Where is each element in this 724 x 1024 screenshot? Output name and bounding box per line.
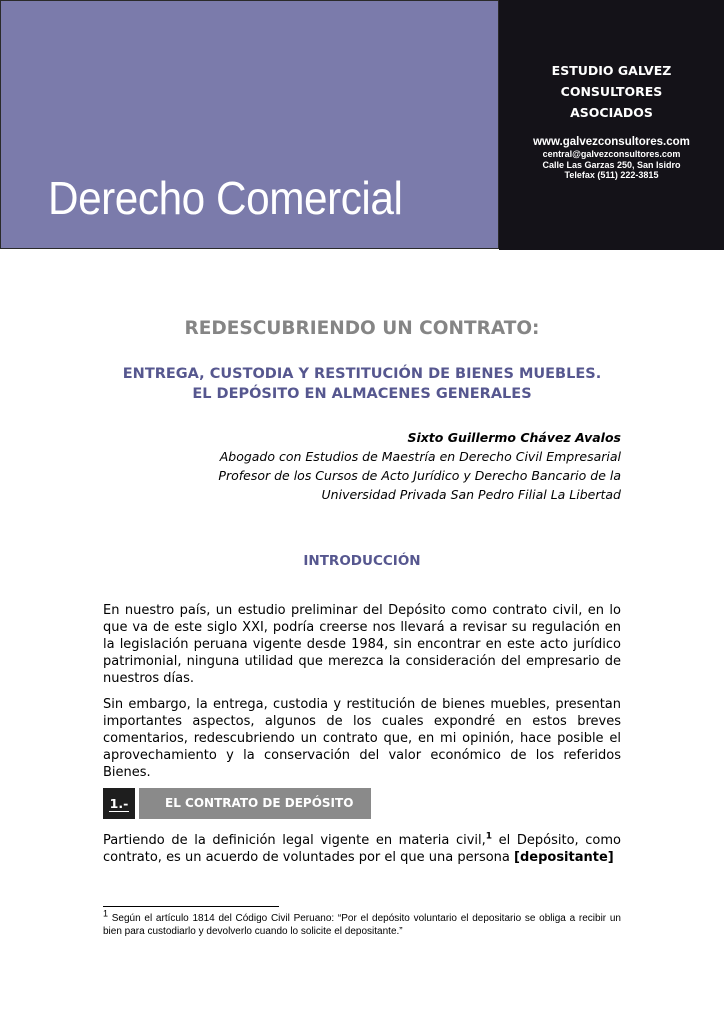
footnote-text: Según el artículo 1814 del Código Civil Peruano: “Por el depósito voluntario el depositario se obliga a recibir un bien para custodiarlo y devolverlo cuando lo solicite el depositante.” <box>103 913 621 937</box>
phone-text: Telefax (511) 222-3815 <box>564 170 659 180</box>
title-banner <box>0 0 499 249</box>
author-credential: Profesor de los Cursos de Acto Jurídico y Derecho Bancario de la <box>218 468 621 483</box>
bold-term: [depositante] <box>514 850 614 865</box>
body-paragraph <box>103 832 621 866</box>
intro-paragraph: Sin embargo, la entrega, custodia y restitución de bienes muebles, presentan importantes aspectos, algunos de los cuales expondré en estos breves comentarios, redescubriendo un contrato que, en mi opinión, hace posible el aprovechamiento y la conservación del valor económico de los referidos Bienes. <box>103 697 621 780</box>
article-title: REDESCUBRIENDO UN CONTRATO: <box>184 318 540 339</box>
document-title: Derecho Comercial <box>48 172 403 224</box>
page-header <box>0 0 724 251</box>
firm-name-line: ASOCIADOS <box>570 105 653 120</box>
firm-panel <box>499 0 724 250</box>
subtitle-line: EL DEPÓSITO EN ALMACENES GENERALES <box>192 386 532 402</box>
section-number <box>103 788 135 819</box>
author-block <box>218 428 621 504</box>
firm-name-line: ESTUDIO GALVEZ <box>551 63 672 78</box>
firm-contact <box>499 135 724 181</box>
footnote-divider <box>103 906 279 907</box>
intro-paragraph: En nuestro país, un estudio preliminar del Depósito como contrato civil, en lo que va de este siglo XXI, podría creerse nos llevará a revisar su regulación en la legislación peruana vigente desde 1984, sin encontrar en este acto jurídico patrimonial, ninguna utilidad que merezca la consideración del empresario de nuestros días. <box>103 603 621 686</box>
section-label: EL CONTRATO DE DEPÓSITO <box>139 788 371 819</box>
footnote-number: 1 <box>103 908 109 919</box>
subtitle-line: ENTREGA, CUSTODIA Y RESTITUCIÓN DE BIENES MUEBLES. <box>122 366 602 382</box>
footnote-reference[interactable]: 1 <box>485 831 493 842</box>
section-heading <box>103 788 371 819</box>
footnote <box>103 908 621 938</box>
article-subtitle <box>0 364 724 404</box>
firm-name-line: CONSULTORES <box>560 84 663 99</box>
email-link[interactable]: central@galvezconsultores.com <box>542 149 681 159</box>
author-credential: Abogado con Estudios de Maestría en Derecho Civil Empresarial <box>219 449 621 464</box>
website-link[interactable]: www.galvezconsultores.com <box>533 136 690 148</box>
firm-name <box>499 60 724 123</box>
author-credential: Universidad Privada San Pedro Filial La Libertad <box>321 487 621 502</box>
body-text: el Depósito, como contrato, es un acuerdo de voluntades por el que una persona <box>103 833 621 865</box>
section-number-text: 1.- <box>109 796 129 811</box>
body-text: Partiendo de la definición legal vigente en materia civil, <box>103 833 486 848</box>
address-text: Calle Las Garzas 250, San Isidro <box>542 159 681 170</box>
author-name: Sixto Guillermo Chávez Avalos <box>407 430 621 445</box>
intro-heading: INTRODUCCIÓN <box>303 553 421 569</box>
